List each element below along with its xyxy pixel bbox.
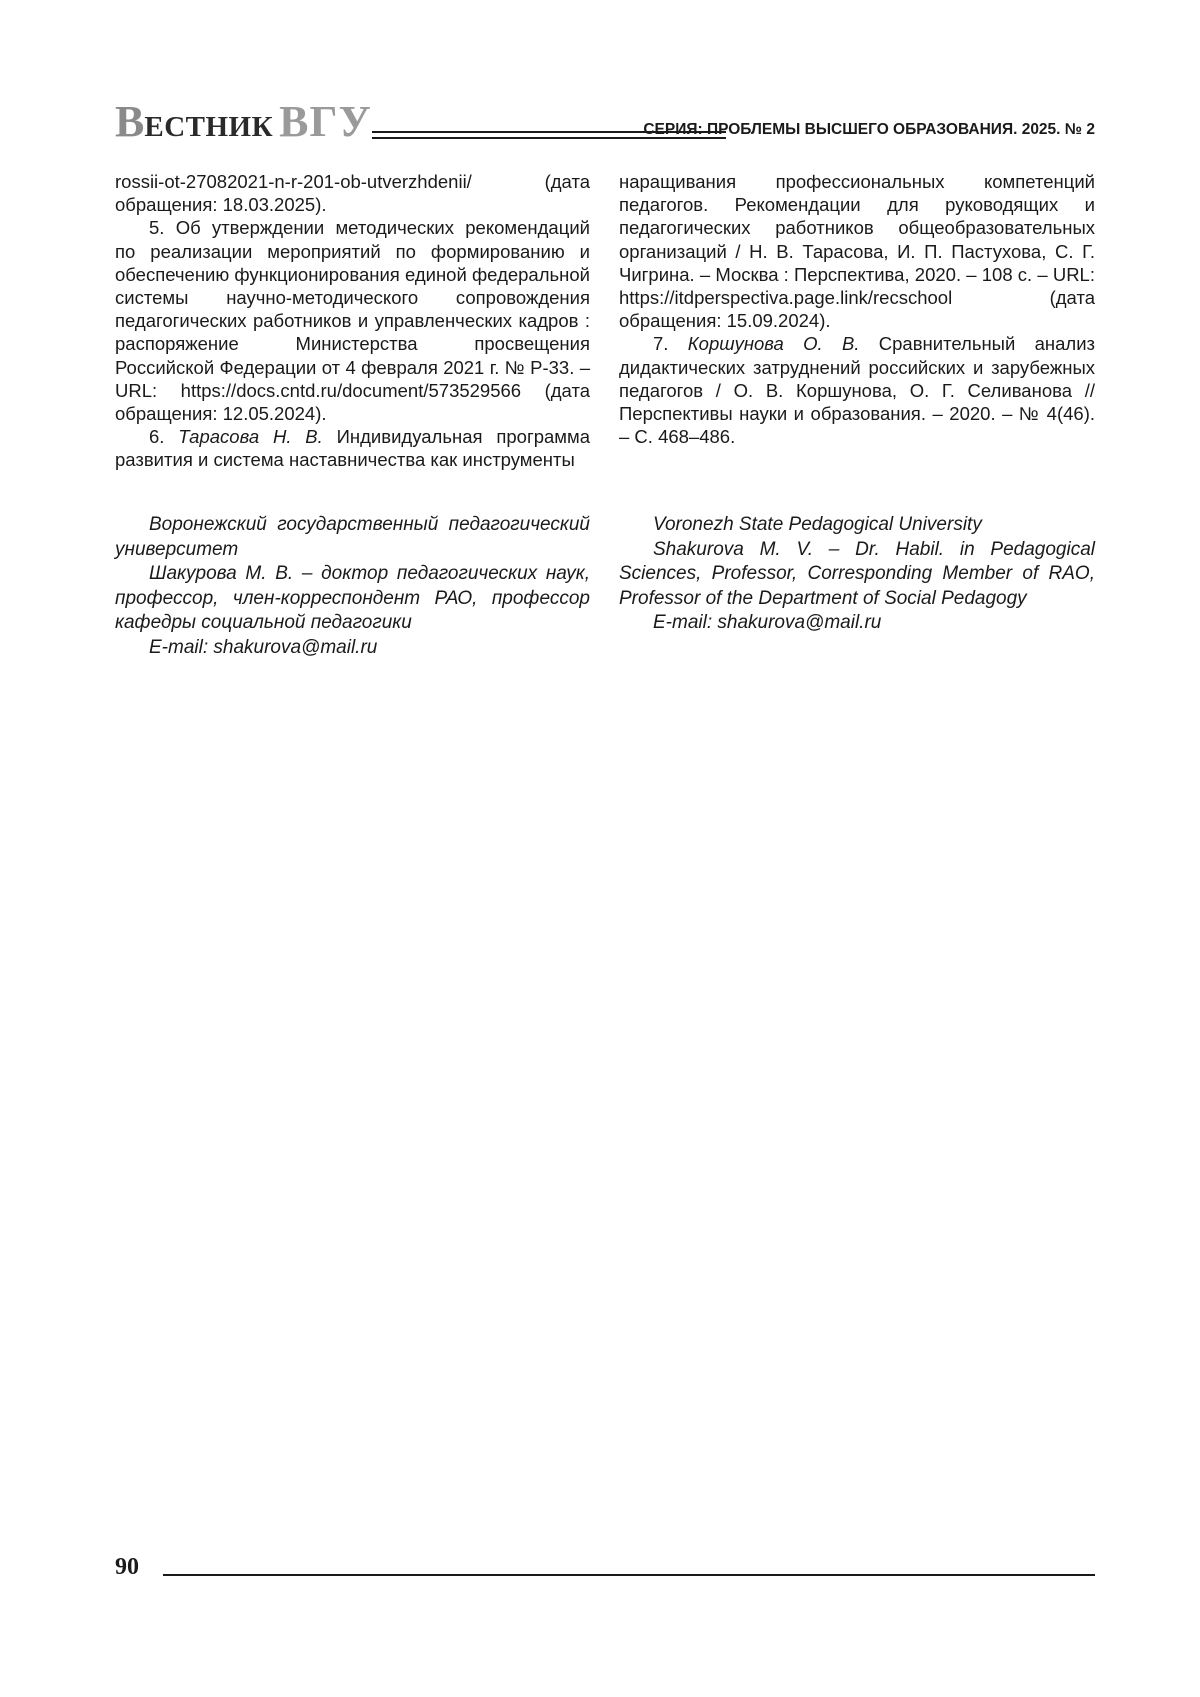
reference-7-author: Коршунова О. В. <box>687 333 860 355</box>
running-header <box>115 97 1095 150</box>
reference-5: 5. Об утверждении методических рекомендаций по реализации мероприятий по формированию и обеспечению функционирования единой федеральной системы научно-методического сопровождения педагогических работников и управленческих кадров : распоряжение Министерства просвещения Российской Федерации от 4 февраля 2021 г. № Р-33. – URL: https://docs.cntd.ru/document/573529566 (дата обращения: 12.05.2024). <box>115 217 590 425</box>
logo-vgu: ВГУ <box>279 97 372 146</box>
email-ru: E-mail: shakurova@mail.ru <box>149 636 378 658</box>
right-text-column <box>619 170 1095 448</box>
email-en: E-mail: shakurova@mail.ru <box>653 612 882 633</box>
university-en: Voronezh State Pedagogical University <box>653 514 982 535</box>
logo-initial: В <box>115 97 145 146</box>
affiliation-english <box>619 513 1095 636</box>
reference-6-text: Индивидуальная программа развития и система наставничества как инструменты <box>115 426 590 471</box>
logo-word: ЕСТНИК <box>144 111 274 143</box>
journal-logo <box>115 97 372 146</box>
reference-tail: rossii-ot-27082021-n-r-201-ob-utverzhdenii/ (дата обращения: 18.03.2025). <box>115 171 590 216</box>
page-number: 90 <box>115 1554 139 1580</box>
left-text-column <box>115 170 590 472</box>
affiliation-russian <box>115 513 590 660</box>
reference-6-number: 6. <box>149 426 165 448</box>
author-info-ru: Шакурова М. В. – доктор педагогических наук, профессор, член-корреспондент РАО, профессор кафедры социальной педагогики <box>115 563 590 633</box>
reference-6-continued: наращивания профессиональных компетенций педагогов. Рекомендации для руководящих и педагогических работников общеобразовательных организаций / Н. В. Тарасова, И. П. Пастухова, С. Г. Чигрина. – Москва : Перспектива, 2020. – 108 с. – URL: https://itdperspectiva.page.link/recschool (дата обращения: 15.09.2024). <box>619 171 1095 332</box>
author-info-en: Shakurova M. V. – Dr. Habil. in Pedagogical Sciences, Professor, Corresponding Member of RAO, Professor of the Department of Social Pedagogy <box>619 538 1095 609</box>
series-title: СЕРИЯ: ПРОБЛЕМЫ ВЫСШЕГО ОБРАЗОВАНИЯ. 2025. № 2 <box>643 121 1095 138</box>
reference-7-number: 7. <box>653 333 669 355</box>
reference-7-text: Сравнительный анализ дидактических затруднений российских и зарубежных педагогов / О. В. Коршунова, О. Г. Селиванова // Перспективы науки и образования. – 2020. – № 4(46). – С. 468–486. <box>619 333 1096 448</box>
university-ru: Воронежский государственный педагогический университет <box>115 514 590 560</box>
reference-6-author: Тарасова Н. В. <box>178 426 323 448</box>
footer-rule <box>163 1574 1095 1576</box>
reference-7 <box>619 332 1095 448</box>
reference-6 <box>115 425 590 471</box>
